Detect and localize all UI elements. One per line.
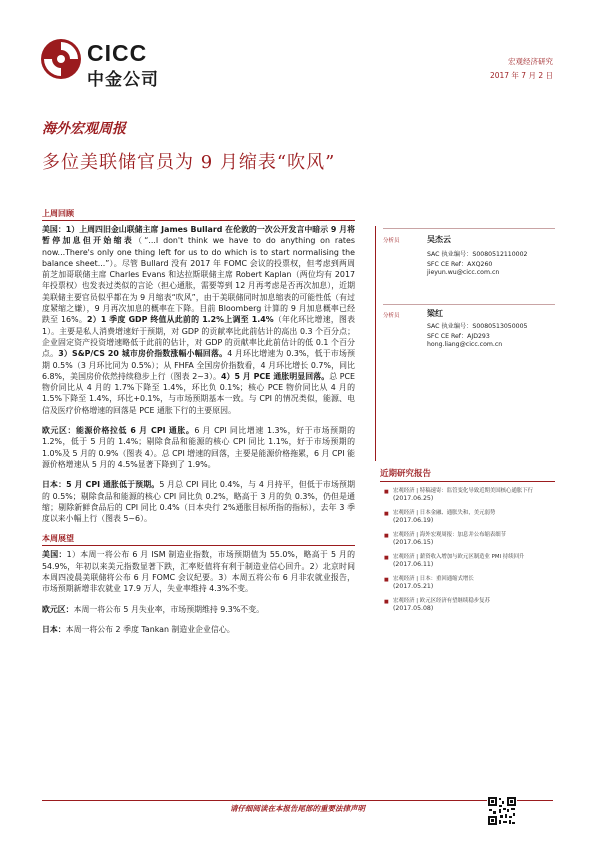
region-label: 美国： <box>42 225 66 234</box>
analyst-role: 分析员 <box>383 313 400 319</box>
paragraph <box>42 624 355 635</box>
body-text: 5 月总 CPI 同比 0.4%，与 4 月持平，但低于市场预期的 0.5%；剔除食品和能源的核心 CPI 同比负 0.2%，略高于 3 月的负 0.3%，仍但是通缩；剔除新鲜食品后的 CPI 同比 0.4%（日本央行 2%通胀目标所指的指标），去年 3 季度以来小幅上行（图表 5~6）。 <box>42 480 355 524</box>
section-outlook <box>42 533 355 635</box>
body-text: 本周一将公布 5 月失业率，市场预期维持 9.3%不变。 <box>73 604 264 614</box>
logo-text-en: CICC <box>87 40 148 66</box>
analyst-sfc: SFC CE Ref：AXQ260 <box>427 261 493 268</box>
review-paragraphs <box>42 224 355 524</box>
outlook-paragraphs <box>42 549 355 635</box>
bullet-icon: ■ <box>384 577 389 583</box>
recent-reports-list <box>384 488 556 620</box>
analyst-card <box>375 296 555 386</box>
section-review <box>42 208 355 524</box>
bullet-icon: ■ <box>384 599 389 605</box>
region-label: 美国： <box>42 550 67 560</box>
region-label: 欧元区： <box>42 426 76 436</box>
paragraph <box>42 224 355 416</box>
bold-text: 4）5 月 PCE 通胀明显回落。 <box>220 371 330 381</box>
body-text: 6 月 CPI 同比增速 1.3%，好于市场预期的 1.2%，低于 5 月的 1.4%；剔除食品和能源的核心 CPI 同比 1.1%，好于市场预期的 1.0%及 5 月的 0.9%（图表 4）。总 CPI 增速的回落，主要是能源价格拖累，6 月 CPI 能源价格增速从 5 月的 4.5%显著下降到了 1.9%。 <box>42 426 355 469</box>
recent-report-title: 宏观经济 | 欧元区经济有望继续稳步复苏 <box>393 598 490 604</box>
recent-report-title: 宏观经济 | 特稿速寄：监管变化导致近期美国核心通胀下行 <box>393 488 534 494</box>
paragraph <box>42 604 355 615</box>
report-category: 宏观经济研究 <box>508 57 553 66</box>
paragraph <box>42 479 355 524</box>
recent-report-date: (2017.05.21) <box>393 583 434 590</box>
recent-report-date: (2017.06.25) <box>393 495 434 502</box>
analyst-email[interactable]: hong.liang@cicc.com.cn <box>427 341 503 348</box>
body-text: 4 月环比增速为 0.3%，低于市场预期 0.5%（3 月环比同为 0.5%）；从 FHFA 全国房价指数看，4 月环比增长 0.7%，同比 6.8%，美国房价依然持续稳步上行（图表 2~3）。 <box>42 349 355 381</box>
body-text: 1）本周一将公布 6 月 ISM 制造业指数，市场预期值为 55.0%，略高于 5 月的 54.9%，年初以来美元指数显著下跌，汇率贬值将有利于制造业信心回升。2）北京时间本周四凌晨美联储将公布 6 月 FOMC 会议纪要。3）本周五将公布 6 月非农就业报告，市场预期新增非农就业 17.9 万人，失业率维持 4.3%不变。 <box>42 550 355 594</box>
report-body <box>42 208 355 644</box>
bold-text: 能源价格拉低 6 月 CPI 通胀。 <box>76 426 195 436</box>
analyst-card <box>375 208 555 252</box>
paragraph <box>42 425 355 470</box>
analyst-email[interactable]: jieyun.wu@cicc.com.cn <box>427 269 500 276</box>
bold-text: 2）1 季度 GDP 终值从此前的 1.2%上调至 1.4% <box>86 315 274 325</box>
report-date: 2017 年 7 月 2 日 <box>489 71 553 80</box>
analyst-sac: SAC 执业编号：S0080512110002 <box>427 251 528 258</box>
recent-report-title: 宏观经济 | 海外宏观周报：加息并公布缩表细节 <box>393 532 507 538</box>
recent-report-date: (2017.06.19) <box>393 517 434 524</box>
recent-report-title: 宏观经济 | 薪资收入增加与欧元区制造业 PMI 持续回升 <box>393 554 525 560</box>
bullet-icon: ■ <box>384 555 389 561</box>
main-title: 多位美联储官员为 9 月缩表“吹风” <box>42 152 336 173</box>
recent-report-date: (2017.05.08) <box>393 605 434 612</box>
bold-text: 1）上周四旧金山联储主席 James Bullard 在伦敦的一次公开发言中暗示 9 月将暂停加息但开始缩表 <box>42 225 355 246</box>
recent-report-title: 宏观经济 | 日本：重回通缩式增长 <box>393 576 474 582</box>
analyst-name: 吴杰云 <box>427 235 451 244</box>
bold-text: 5 月 CPI 通胀低于预期。 <box>66 480 160 490</box>
recent-report-item[interactable] <box>384 488 556 503</box>
analyst-sac: SAC 执业编号：S0080513050005 <box>427 323 528 330</box>
recent-report-date: (2017.06.11) <box>393 561 434 568</box>
cicc-swirl-icon <box>40 38 82 80</box>
cicc-logo <box>40 38 190 88</box>
body-text: （“...I don't think we have to do anything on rates now...There's only one thing left for us to do which is to start normalising the balance sheet...”）。尽管 Bullard 没有 2017 年 FOMC 会议的投票权，但考虑到两周前芝加哥联储主席 Charles Evans 和达拉斯联储主席 Robert Kaplan（两位均有 2017 年投票权）也发表过类似的言论（担心通胀，需要等到 12 月再考虑是否再次加息），近期美联储主要官员似乎都在为 9 月缩表“吹风”，由于美联储同时加息缩表的可能性低（有过度紧缩之嫌），9 月再次加息的概率在下降。目前 Bloomberg 计算的 9 月加息概率已经跌至 16%。 <box>42 236 355 325</box>
bold-text: 3）S&P/CS 20 城市房价指数涨幅小幅回落。 <box>58 349 228 359</box>
recent-report-item[interactable] <box>384 532 556 547</box>
section-divider <box>42 545 355 546</box>
body-text: （年化环比增速，图表 1）。主要是私人消费增速好于预期，对 GDP 的贡献率比此前估计的高出 0.3 个百分点；企业固定资产投资增速略低于此前的估计，对 GDP 的贡献率比此前估计的低 0.1 个百分点。 <box>42 315 355 359</box>
bullet-icon: ■ <box>384 511 389 517</box>
legal-notice: 请仔细阅读在本报告尾部的重要法律声明 <box>230 804 365 813</box>
recent-report-item[interactable] <box>384 510 556 525</box>
recent-reports-divider <box>380 481 555 482</box>
recent-report-title: 宏观经济 | 日本金融、通胀失和，美元弱势 <box>393 510 496 516</box>
recent-report-item[interactable] <box>384 554 556 569</box>
body-text: 总 PCE 物价同比从 4 月的 1.7%下降至 1.4%，环比负 0.1%；核心 PCE 物价同比从 4 月的 1.5%下降至 1.4%，环比+0.1%，与市场预期基本一致。与 CPI 的情况类似，能源、电信及医疗价格增速的回落是 PCE 通胀下行的主要原因。 <box>42 371 355 415</box>
section-heading: 本周展望 <box>42 534 74 544</box>
recent-report-date: (2017.06.15) <box>393 539 434 546</box>
analyst-divider <box>383 228 555 229</box>
analyst-divider <box>383 304 555 305</box>
qr-code-icon <box>487 796 517 826</box>
region-label: 欧元区： <box>42 604 74 614</box>
logo-text-cn: 中金公司 <box>87 70 159 90</box>
column-title: 海外宏观周报 <box>42 121 126 137</box>
bullet-icon: ■ <box>384 533 389 539</box>
recent-report-item[interactable] <box>384 576 556 591</box>
body-text: 本周一将公布 2 季度 Tankan 制造业企业信心。 <box>65 624 235 634</box>
section-divider <box>42 220 355 221</box>
region-label: 日本： <box>42 624 66 634</box>
analyst-role: 分析员 <box>383 238 400 244</box>
region-label: 日本： <box>42 480 67 490</box>
paragraph <box>42 549 355 594</box>
footer-divider <box>42 800 553 801</box>
recent-report-item[interactable] <box>384 598 556 613</box>
analyst-name: 梁红 <box>427 309 443 318</box>
bullet-icon: ■ <box>384 489 389 495</box>
section-heading: 上周回顾 <box>42 209 74 218</box>
recent-reports-heading: 近期研究报告 <box>380 469 432 479</box>
analyst-sfc: SFC CE Ref：AJD293 <box>427 333 490 340</box>
